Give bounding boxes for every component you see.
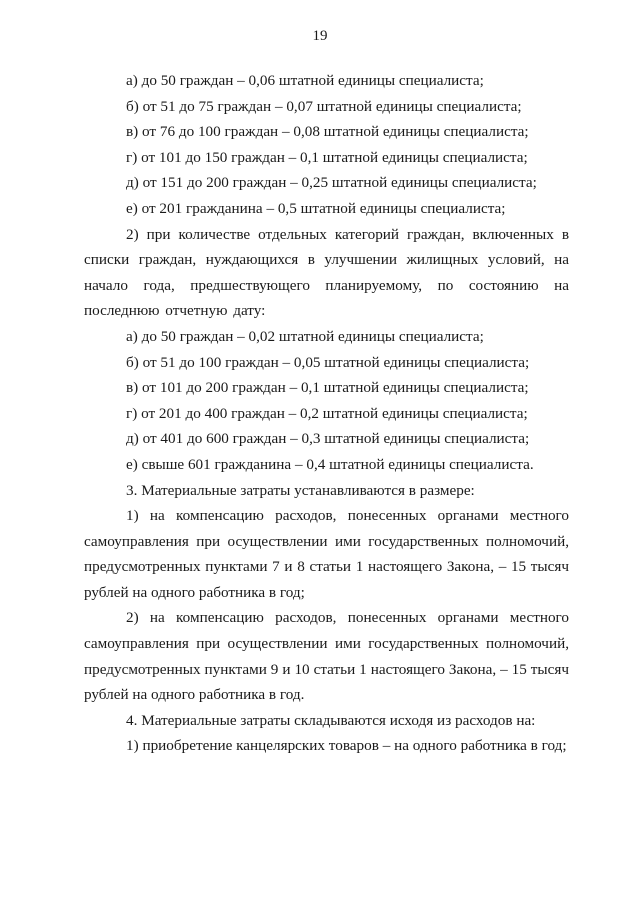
document-body <box>84 68 569 759</box>
paragraph-item-d-2: д) от 401 до 600 граждан – 0,3 штатной единицы специалиста; <box>126 430 530 448</box>
paragraph-item-e-1: е) от 201 гражданина – 0,5 штатной единицы специалиста; <box>126 199 506 217</box>
paragraph-section-3-clause-1: 1) на компенсацию расходов, понесенных органами местного самоуправления при осуществлении ими государственных полномочий, предусмотренных пунктами 7 и 8 статьи 1 настоящего Закона, – 15 тысяч рублей на одного работника в год; <box>84 507 569 601</box>
paragraph-item-v-1: в) от 76 до 100 граждан – 0,08 штатной единицы специалиста; <box>126 123 529 141</box>
paragraph-item-d-1: д) от 151 до 200 граждан – 0,25 штатной единицы специалиста; <box>126 174 537 192</box>
paragraph-item-v-2: в) от 101 до 200 граждан – 0,1 штатной единицы специалиста; <box>126 379 529 397</box>
paragraph-section-3: 3. Материальные затраты устанавливаются в размере: <box>126 481 475 499</box>
paragraph-item-g-1: г) от 101 до 150 граждан – 0,1 штатной единицы специалиста; <box>126 148 528 166</box>
paragraph-item-e-2: е) свыше 601 гражданина – 0,4 штатной единицы специалиста. <box>126 455 534 473</box>
paragraph-item-a-1: а) до 50 граждан – 0,06 штатной единицы специалиста; <box>126 72 484 89</box>
paragraph-item-g-2: г) от 201 до 400 граждан – 0,2 штатной единицы специалиста; <box>126 404 528 422</box>
paragraph-item-b-1: б) от 51 до 75 граждан – 0,07 штатной единицы специалиста; <box>126 97 522 115</box>
paragraph-clause-2: 2) при количестве отдельных категорий граждан, включенных в списки граждан, нуждающихся в улучшении жилищных условий, на начало года, предшествующего планируемому, по состоянию на последнюю отчетную дату: <box>84 225 569 320</box>
paragraph-section-3-clause-2: 2) на компенсацию расходов, понесенных органами местного самоуправления при осуществлении ими государственных полномочий, предусмотренных пунктами 9 и 10 статьи 1 настоящего Закона, – 15 тысяч рублей на одного работника в год. <box>84 609 569 704</box>
paragraph-section-4-clause-1: 1) приобретение канцелярских товаров – на одного работника в год; <box>126 737 567 755</box>
paragraph-item-b-2: б) от 51 до 100 граждан – 0,05 штатной единицы специалиста; <box>126 353 530 371</box>
paragraph-item-a-2: а) до 50 граждан – 0,02 штатной единицы специалиста; <box>126 327 484 345</box>
page-number: 19 <box>312 28 328 44</box>
paragraph-section-4: 4. Материальные затраты складываются исходя из расходов на: <box>126 711 536 729</box>
